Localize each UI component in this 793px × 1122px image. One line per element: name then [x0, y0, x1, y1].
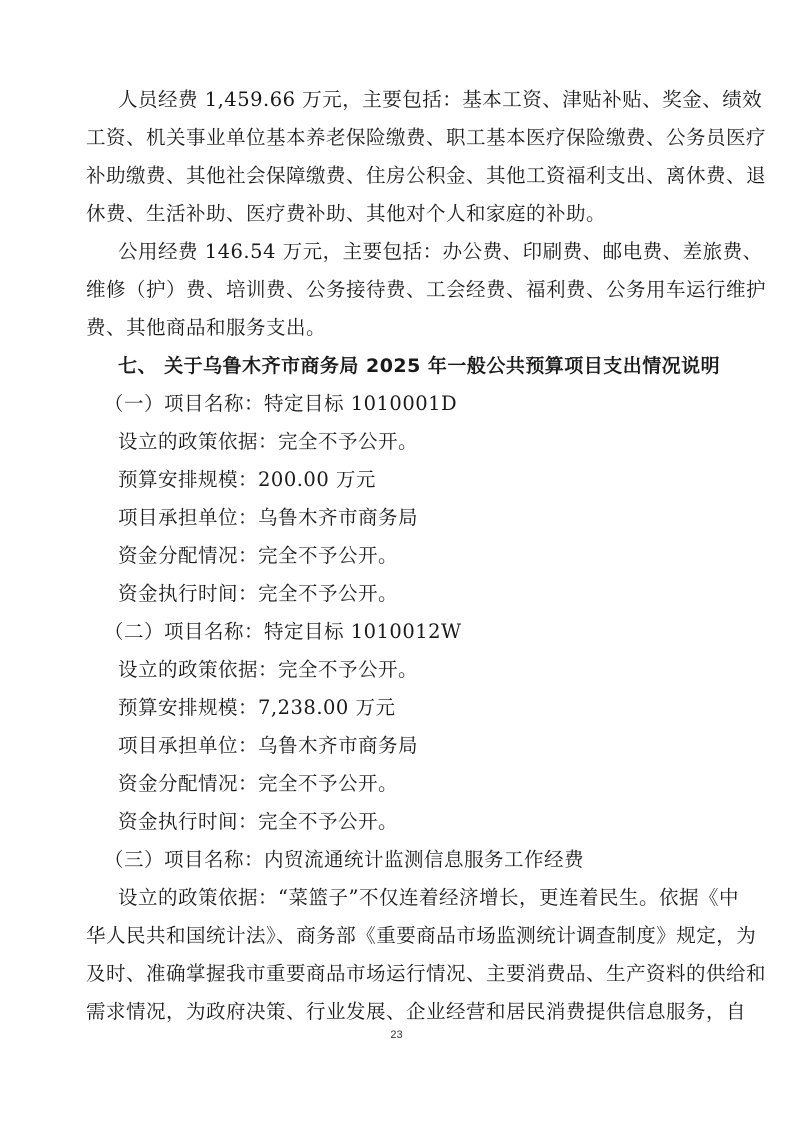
- project-1-unit: 项目承担单位：乌鲁木齐市商务局: [118, 506, 419, 529]
- project-2-policy: 设立的政策依据：完全不予公开。: [118, 658, 419, 681]
- project-2-budget: 预算安排规模：7,238.00 万元: [118, 696, 396, 719]
- project-2-timing: 资金执行时间：完全不予公开。: [118, 810, 399, 833]
- public-line-2: 维修（护）费、培训费、公务接待费、工会经费、福利费、公务用车运行维护: [86, 278, 767, 301]
- project-1-budget: 预算安排规模：200.00 万元: [118, 468, 376, 491]
- project-2-unit: 项目承担单位：乌鲁木齐市商务局: [118, 734, 419, 757]
- public-line-1: 公用经费 146.54 万元，主要包括：办公费、印刷费、邮电费、差旅费、: [118, 240, 763, 263]
- page-number: 23: [390, 1029, 403, 1041]
- project-1-policy: 设立的政策依据：完全不予公开。: [118, 430, 419, 453]
- project-3-policy-line-4: 需求情况，为政府决策、行业发展、企业经营和居民消费提供信息服务，自: [86, 1000, 747, 1023]
- project-3-policy-line-2: 华人民共和国统计法》、商务部《重要商品市场监测统计调查制度》规定，为: [86, 924, 757, 947]
- project-2-allocation: 资金分配情况：完全不予公开。: [118, 772, 399, 795]
- personnel-line-3: 补助缴费、其他社会保障缴费、住房公积金、其他工资福利支出、离休费、退: [86, 164, 767, 187]
- project-1-allocation: 资金分配情况：完全不予公开。: [118, 544, 399, 567]
- project-3-policy-line-1: 设立的政策依据：“菜篮子”不仅连着经济增长，更连着民生。依据《中: [118, 886, 739, 909]
- project-1-timing: 资金执行时间：完全不予公开。: [118, 582, 399, 605]
- section-heading: 七、 关于乌鲁木齐市商务局 2025 年一般公共预算项目支出情况说明: [118, 355, 721, 377]
- personnel-line-1: 人员经费 1,459.66 万元，主要包括：基本工资、津贴补贴、奖金、绩效: [118, 88, 763, 111]
- project-1-title: （一）项目名称：特定目标 1010001D: [104, 392, 458, 415]
- personnel-line-2: 工资、机关事业单位基本养老保险缴费、职工基本医疗保险缴费、公务员医疗: [86, 126, 767, 149]
- public-line-3: 费、其他商品和服务支出。: [86, 316, 327, 339]
- project-3-policy-line-3: 及时、准确掌握我市重要商品市场运行情况、主要消费品、生产资料的供给和: [86, 962, 767, 985]
- project-2-title: （二）项目名称：特定目标 1010012W: [104, 620, 462, 643]
- project-3-title: （三）项目名称：内贸流通统计监测信息服务工作经费: [104, 848, 585, 871]
- personnel-line-4: 休费、生活补助、医疗费补助、其他对个人和家庭的补助。: [86, 202, 607, 225]
